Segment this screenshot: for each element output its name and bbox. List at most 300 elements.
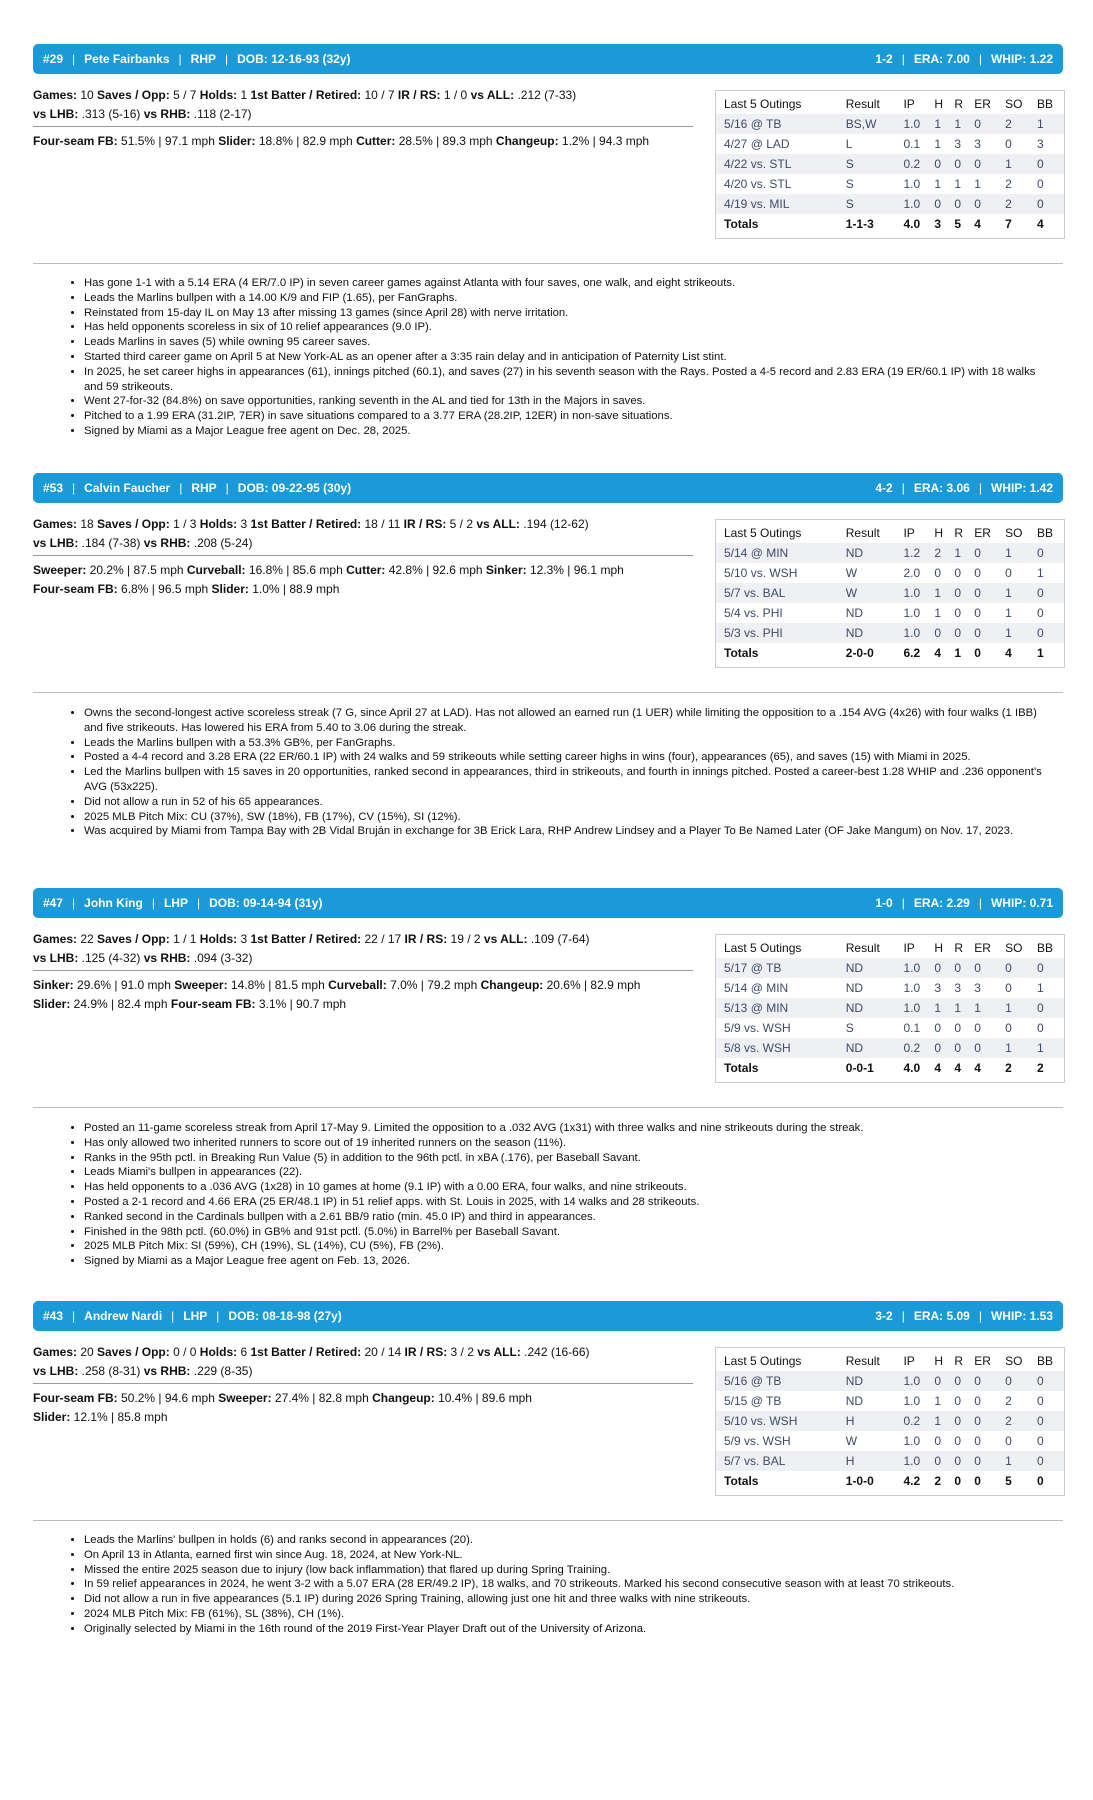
table-cell: 0.1 [903,137,921,151]
note-item: • 2025 MLB Pitch Mix: SI (59%), CH (19%), SL (14%), CU (5%), FB (2%). [84,1239,1050,1254]
table-cell: 5/10 vs. WSH [724,566,798,580]
table-cell: 0 [1034,1371,1064,1391]
stat-label: Games: [33,88,78,102]
stat-value: 20.6% | 82.9 mph [543,978,641,992]
stat-label: Games: [33,1345,78,1359]
stat-value: .118 (2-17) [190,107,252,121]
note-item: • Has held opponents scoreless in six of 10 relief appearances (9.0 IP). [84,320,1050,335]
table-cell: 5/8 vs. WSH [716,1038,838,1058]
column-header: Last 5 Outings [724,941,802,955]
table-cell: H [838,1411,901,1431]
note-item: • Missed the entire 2025 season due to injury (low back inflammation) that flared up during Spring Training. [84,1563,1050,1578]
pitch-mix-line [33,1389,693,1408]
win-loss-record: 1-0 [875,896,893,910]
table-cell: 0 [951,1371,971,1391]
table-cell: 1 [934,1394,942,1408]
stat-value: .109 (7-64) [527,932,590,946]
column-header: BB [1036,97,1053,111]
table-cell: 0 [931,958,951,978]
stat-label: Sweeper: [218,1391,272,1405]
stat-label: 1st Batter / Retired: [250,517,362,531]
table-row [716,958,1064,978]
stats-line [33,949,693,968]
stat-label: vs RHB: [143,951,191,965]
player-notes [60,1533,1050,1637]
table-cell: 2 [1005,1394,1012,1408]
stat-value: .229 (8-35) [190,1364,253,1378]
last-5-outings-table [715,1347,1065,1496]
table-cell: 4 [1036,217,1044,231]
table-cell: 1 [971,998,1002,1018]
table-cell: 0 [974,1021,981,1035]
table-cell: ND [838,1038,901,1058]
pitch-mix [33,132,693,151]
stat-value: 6 [237,1345,251,1359]
note-item: • Owns the second-longest active scoreless streak (7 G, since April 27 at LAD). Has not allowed an earned run (1 UER) while limiting the opposition to a .154 AVG (4x26) with four walks (1 IBB) and five strikeouts. Has lowered his ERA from 5.40 to 3.06 during the streak. [84,706,1050,736]
table-cell: 0 [931,623,951,643]
stats-line [33,534,693,553]
totals-row [716,1471,1064,1491]
table-cell: 0 [971,1038,1002,1058]
note-item: • In 2025, he set career highs in appearances (61), innings pitched (60.1), and saves (27) in his seventh season with the Rays. Posted a 4-5 record and 2.83 ERA (19 ER/60.1 IP) with 18 walks and 59 strikeouts. [84,365,1050,395]
table-cell: W [845,1434,858,1448]
column-header: H [934,526,943,540]
section-divider [33,1520,1063,1521]
column-header: R [954,1354,963,1368]
table-cell: S [845,1021,854,1035]
stat-value: 1 [237,88,251,102]
table-cell: 0 [971,154,1002,174]
table-header-row [716,938,1064,958]
player-dob: DOB: 12-16-93 (32y) [237,52,351,66]
table-cell: 5/9 vs. WSH [724,1434,791,1448]
note-item: • 2024 MLB Pitch Mix: FB (61%), SL (38%), CH (1%). [84,1607,1050,1622]
stat-value: .313 (5-16) [78,107,144,121]
table-cell: 5/15 @ TB [724,1394,782,1408]
player-header-right [875,481,1053,495]
stat-label: Changeup: [480,978,544,992]
divider: | [901,52,905,66]
table-cell: 0 [931,154,951,174]
player-dob: DOB: 09-14-94 (31y) [209,896,323,910]
stat-label: vs LHB: [33,536,79,550]
table-cell: 5 [1005,1474,1012,1488]
column-header: ER [974,526,991,540]
player-hand: LHP [183,1309,208,1323]
last-5-outings-table [715,90,1065,239]
table-cell: ND [838,623,901,643]
table-cell: 5/16 @ TB [716,1371,838,1391]
stat-label: Slider: [218,134,256,148]
table-cell: 4 [974,217,981,231]
table-cell: 4 [934,646,942,660]
stats-line [33,1362,693,1381]
stat-value: 5 / 7 [169,88,200,102]
table-cell: 0 [1005,981,1012,995]
table-cell: 1 [931,998,951,1018]
stat-label: IR / RS: [397,88,441,102]
outings-table [716,938,1064,1078]
table-cell: 1 [1036,566,1044,580]
table-cell: 3 [954,137,961,151]
divider: | [72,1309,76,1323]
player-header-left [43,1309,342,1323]
table-cell: 0 [951,154,971,174]
table-cell: 2 [1005,1061,1012,1075]
stat-label: Sweeper: [33,563,87,577]
table-cell: 1 [934,177,942,191]
stat-value: 12.1% | 85.8 mph [70,1410,168,1424]
jersey-number: #47 [43,896,64,910]
stat-value: 27.4% | 82.8 mph [271,1391,373,1405]
table-row [716,1371,1064,1391]
table-cell: 0 [971,543,1002,563]
player-dob: DOB: 08-18-98 (27y) [228,1309,342,1323]
table-cell: 0 [934,1434,942,1448]
note-item: • Posted a 2-1 record and 4.66 ERA (25 ER/48.1 IP) in 51 relief apps. with St. Louis in 2025, with 14 walks and 28 strikeouts. [84,1195,1050,1210]
column-header: R [954,97,963,111]
stat-value: 1 / 3 [169,517,200,531]
stats-line [33,1343,693,1362]
table-cell: 0 [951,623,971,643]
table-cell: 1.0 [900,958,931,978]
stats-line [33,105,693,124]
season-stats [33,515,693,553]
table-cell: 0 [954,606,961,620]
note-item: • Leads Miami's bullpen in appearances (22). [84,1165,1050,1180]
column-header: ER [974,941,991,955]
note-item: • Posted an 11-game scoreless streak from April 17-May 9. Limited the opposition to a .032 AVG (1x31) with three walks and nine strikeouts during the streak. [84,1121,1050,1136]
era-value: ERA: 2.29 [913,896,970,910]
table-row [716,1451,1064,1471]
table-cell: 4 [1005,646,1012,660]
stat-label: Sinker: [33,978,74,992]
table-cell: 0 [951,583,971,603]
table-cell: 0 [1034,998,1064,1018]
table-cell: 1.2 [900,543,931,563]
stat-value: 3 [237,517,251,531]
table-cell: ND [845,1394,864,1408]
table-cell: 0 [951,958,971,978]
player-dob: DOB: 09-22-95 (30y) [237,481,352,495]
table-row [716,1038,1064,1058]
table-cell: ND [845,606,864,620]
player-hand: LHP [163,896,188,910]
stat-value: 5 / 2 [446,517,477,531]
table-cell: 1.0 [903,177,921,191]
player-header-left [43,896,322,910]
table-cell: 5/7 vs. BAL [716,583,838,603]
table-cell: 0 [971,114,1002,134]
table-cell: 5 [954,217,961,231]
table-cell: 7 [1005,217,1012,231]
table-row [716,134,1064,154]
table-cell: S [838,194,901,214]
table-cell: 1 [1005,606,1012,620]
table-cell: 1 [1034,114,1064,134]
column-header: H [934,941,943,955]
outings-table [716,1351,1064,1491]
column-header: Result [845,1354,880,1368]
table-cell: 1 [1002,1038,1034,1058]
totals-row [716,1058,1064,1078]
table-cell: 0 [1034,1411,1064,1431]
table-cell: Totals [724,217,759,231]
stat-label: Saves / Opp: [97,1345,170,1359]
table-cell: 3 [934,217,942,231]
column-header: BB [1036,1354,1053,1368]
stat-label: Four-seam FB: [33,134,118,148]
table-cell: 0 [971,623,1002,643]
stat-value: 3 / 2 [447,1345,478,1359]
table-cell: 0 [934,566,942,580]
table-cell: 1 [1002,543,1034,563]
stat-label: Four-seam FB: [33,582,118,596]
table-cell: 2 [1002,194,1034,214]
table-cell: 5/14 @ MIN [724,981,789,995]
table-cell: 4/20 vs. STL [724,177,792,191]
table-cell: Totals [724,646,759,660]
table-cell: 1.0 [900,998,931,1018]
table-cell: 4 [954,1061,961,1075]
table-cell: 0-0-1 [845,1061,874,1075]
stat-label: Holds: [199,1345,238,1359]
whip-value: WHIP: 1.22 [990,52,1053,66]
player-block [33,888,1063,1098]
stat-value: .208 (5-24) [190,536,253,550]
table-cell: 1-0-0 [845,1474,874,1488]
column-header: R [954,526,963,540]
table-cell: 4.2 [903,1474,921,1488]
table-cell: 0 [1034,543,1064,563]
table-cell: 0 [951,1451,971,1471]
stat-value: .258 (8-31) [78,1364,144,1378]
stats-divider [33,126,693,127]
table-cell: 0 [931,1371,951,1391]
stat-value: 19 / 2 [447,932,484,946]
table-cell: ND [838,958,901,978]
stat-value: 0 / 0 [169,1345,200,1359]
totals-row [716,643,1064,663]
table-cell: 0 [1034,1451,1064,1471]
divider: | [901,896,905,910]
player-header-right [875,1309,1053,1323]
table-cell: S [838,154,901,174]
note-item: • Signed by Miami as a Major League free agent on Dec. 28, 2025. [84,424,1050,439]
table-cell: 0 [971,1451,1002,1471]
stat-label: Slider: [211,582,249,596]
table-cell: ND [838,1371,901,1391]
divider: | [196,896,201,910]
table-header-row [716,94,1064,114]
stat-value: 10.4% | 89.6 mph [434,1391,532,1405]
column-header: IP [903,526,915,540]
stat-label: Cutter: [346,563,386,577]
note-item: • Ranked second in the Cardinals bullpen with a 2.61 BB/9 ratio (min. 45.0 IP) and third in appearances. [84,1210,1050,1225]
stat-label: vs LHB: [33,107,79,121]
table-cell: 1.0 [900,1451,931,1471]
column-header: Result [845,526,880,540]
divider: | [978,52,982,66]
stat-value: 42.8% | 92.6 mph [385,563,486,577]
table-cell: 1 [951,543,971,563]
stat-value: 1 / 1 [169,932,200,946]
table-cell: ND [838,998,901,1018]
table-cell: 2 [1002,1411,1034,1431]
note-item: • Went 27-for-32 (84.8%) on save opportunities, ranking seventh in the AL and tied for 13th in the Majors in saves. [84,394,1050,409]
column-header: IP [903,97,915,111]
table-cell: 1 [974,177,981,191]
stat-value: 12.3% | 96.1 mph [526,563,624,577]
column-header: ER [974,1354,991,1368]
table-cell: 0 [974,1434,981,1448]
player-notes [60,1121,1050,1269]
table-cell: 1 [1036,981,1044,995]
table-row [716,563,1064,583]
table-row [716,583,1064,603]
table-cell: 1 [1034,1038,1064,1058]
table-cell: 0 [971,583,1002,603]
table-row [716,978,1064,998]
table-cell: 2 [934,1474,942,1488]
column-header: H [934,97,943,111]
table-cell: S [845,177,854,191]
table-cell: 2 [1005,177,1012,191]
stat-label: Changeup: [495,134,559,148]
table-cell: 0 [974,646,981,660]
stats-divider [33,555,693,556]
table-cell: 3 [954,981,961,995]
table-cell: 1.0 [903,1434,921,1448]
stat-value: 22 / 17 [361,932,405,946]
note-item: • Ranks in the 95th pctl. in Breaking Run Value (5) in addition to the 96th pctl. in xBA (.176), per Baseball Savant. [84,1151,1050,1166]
table-cell: 5/7 vs. BAL [716,1451,838,1471]
table-cell: H [838,1451,901,1471]
stat-value: 1.2% | 94.3 mph [558,134,650,148]
table-row [716,623,1064,643]
table-cell: 4 [974,1061,981,1075]
jersey-number: #29 [43,52,64,66]
divider: | [901,481,905,495]
pitch-mix-line [33,995,693,1014]
table-cell: ND [838,543,901,563]
column-header: Last 5 Outings [724,526,802,540]
note-item: • Started third career game on April 5 at New York-AL as an opener after a 3:35 rain delay and in anticipation of Paternity List stint. [84,350,1050,365]
table-row [716,1391,1064,1411]
divider: | [171,1309,175,1323]
stat-value: .184 (7-38) [78,536,144,550]
table-cell: 0 [931,194,951,214]
note-item: • Leads the Marlins bullpen with a 53.3% GB%, per FanGraphs. [84,736,1050,751]
table-cell: 0.2 [900,154,931,174]
table-cell: 1 [1036,646,1044,660]
pitch-mix-line [33,132,693,151]
table-cell: 0 [974,1394,981,1408]
pitch-mix-line [33,580,693,599]
stat-value: .212 (7-33) [514,88,577,102]
player-header-bar [33,473,1063,503]
whip-value: WHIP: 0.71 [990,896,1053,910]
table-cell: 0 [1005,137,1012,151]
table-cell: 0 [1005,1021,1012,1035]
era-value: ERA: 7.00 [913,52,970,66]
player-hand: RHP [191,481,217,495]
divider: | [978,896,982,910]
table-cell: 0.2 [900,1411,931,1431]
table-cell: W [845,566,858,580]
divider: | [151,896,155,910]
outings-table [716,94,1064,234]
season-stats [33,930,693,968]
column-header: Last 5 Outings [724,97,802,111]
table-cell: 0 [1002,958,1034,978]
table-cell: 5/13 @ MIN [716,998,838,1018]
stat-label: Holds: [199,88,238,102]
note-item: • 2025 MLB Pitch Mix: CU (37%), SW (18%), FB (17%), CV (15%), SI (12%). [84,810,1050,825]
table-cell: 0 [1002,1371,1034,1391]
table-cell: 1.0 [900,194,931,214]
stat-value: 24.9% | 82.4 mph [70,997,171,1011]
table-header-row [716,523,1064,543]
table-cell: 0 [1005,566,1012,580]
pitch-mix [33,1389,693,1427]
table-cell: 0 [974,566,981,580]
column-header: Result [845,97,880,111]
player-header-right [875,896,1053,910]
stat-label: Games: [33,932,78,946]
table-cell: Totals [724,1474,759,1488]
table-cell: 0 [1036,177,1044,191]
column-header: SO [1005,526,1023,540]
stat-label: Slider: [33,1410,71,1424]
table-cell: 5/3 vs. PHI [716,623,838,643]
column-header: Last 5 Outings [724,1354,802,1368]
player-block [33,473,1063,683]
stats-divider [33,970,693,971]
table-cell: 4 [934,1061,942,1075]
table-cell: BS,W [838,114,901,134]
player-header-bar [33,888,1063,918]
table-cell: 3 [974,981,981,995]
totals-row [716,214,1064,234]
table-cell: 0 [1034,154,1064,174]
divider: | [178,52,182,66]
stat-value: .194 (12-62) [519,517,589,531]
column-header: IP [903,1354,915,1368]
divider: | [179,481,183,495]
table-cell: 5/16 @ TB [716,114,838,134]
stat-label: vs RHB: [143,536,191,550]
table-row [716,154,1064,174]
player-header-bar [33,1301,1063,1331]
pitch-mix-line [33,561,693,580]
note-item: • Posted a 4-4 record and 3.28 ERA (22 ER/60.1 IP) with 24 walks and 59 strikeouts while setting career highs in wins (four), appearances (65), and saves (15) with Miami in 2025. [84,750,1050,765]
note-item: • Leads the Marlins bullpen with a 14.00 K/9 and FIP (1.65), per FanGraphs. [84,291,1050,306]
stats-line [33,86,693,105]
note-item: • Originally selected by Miami in the 16th round of the 2019 First-Year Player Draft out of the University of Arizona. [84,1622,1050,1637]
table-cell: 5/17 @ TB [716,958,838,978]
player-notes [60,276,1050,439]
last-5-outings-table [715,934,1065,1083]
column-header: ER [974,97,991,111]
stat-value: 3 [237,932,251,946]
table-cell: Totals [724,1061,759,1075]
column-header: SO [1005,97,1023,111]
table-cell: 6.2 [903,646,921,660]
table-cell: 1 [1002,623,1034,643]
note-item: • Has only allowed two inherited runners to score out of 19 inherited runners on the season (11%). [84,1136,1050,1151]
table-cell: 4.0 [903,217,921,231]
